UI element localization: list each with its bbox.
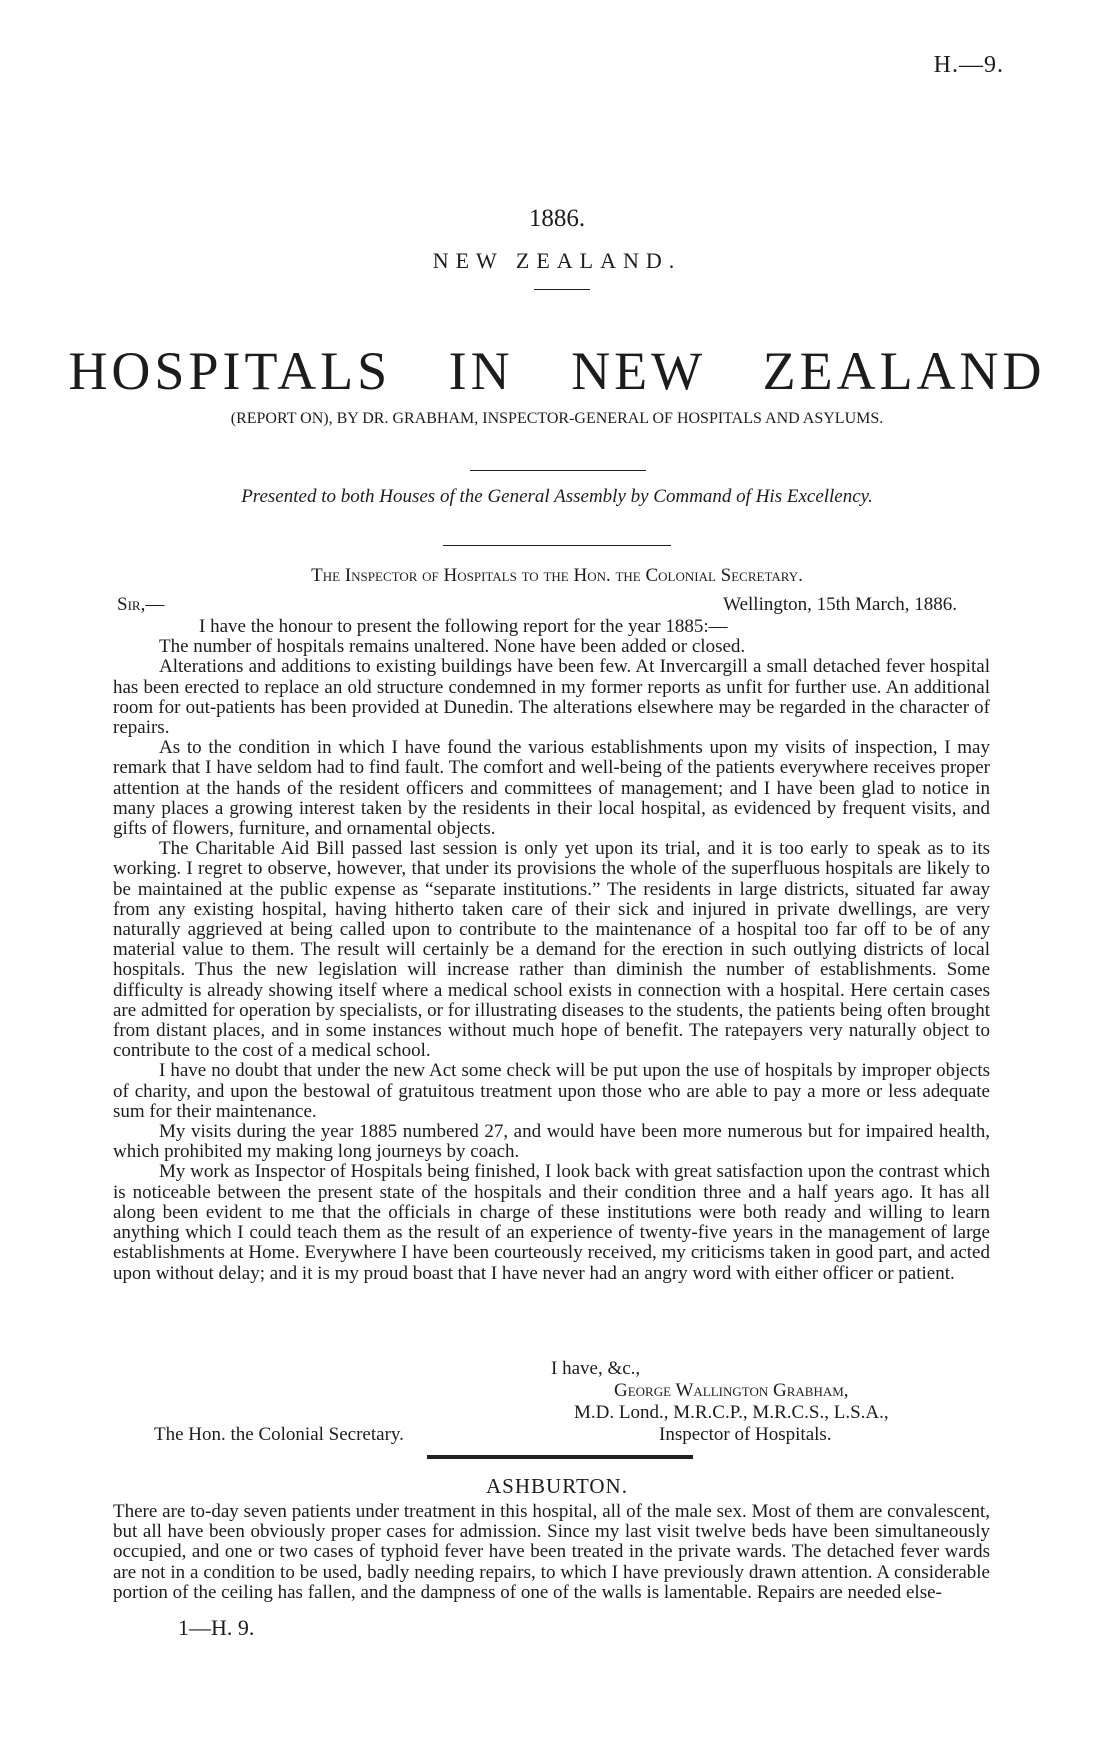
letter-paragraph: As to the condition in which I have found the various establishments upon my visits of inspection, I may remark that I have seldom had to find fault. The comfort and well-being of the patients everywhere receives proper attention at the hands of the resident officers and committees of management; and I have been glad to notice in many places a growing interest taken by the residents in their local hospital, as evidenced by frequent visits, and gifts of flowers, furniture, and ornamental objects.: [113, 737, 990, 840]
letter-paragraph: I have the honour to present the following report for the year 1885:—: [199, 616, 728, 637]
letter-body: [113, 617, 990, 1284]
section-heading: ASHBURTON.: [486, 1474, 628, 1498]
letter-paragraph: The Charitable Aid Bill passed last session is only yet upon its trial, and it is too early to speak as to its working. I regret to observe, however, that under its provisions the whole of the superfluous hospitals are likely to be maintained at the public expense as “separate institutions.” The residents in large districts, situated far away from any existing hospital, having hitherto taken care of their sick and injured in private dwellings, are very naturally aggrieved at being called upon to contribute to the maintenance of a hospital too far off to be of any material value to them. The result will certainly be a demand for the erection in such outlying districts of local hospitals. Thus the new legislation will increase rather than diminish the number of establishments. Some difficulty is already showing itself where a medical school exists in connection with a hospital. Here certain cases are admitted for operation by specialists, or for illustrating diseases to the students, the patients being often brought from distant places, and in some instances without much hope of benefit. The ratepayers very naturally object to contribute to the cost of a medical school.: [113, 838, 990, 1062]
country-heading: NEW ZEALAND.: [432, 248, 682, 273]
signature-title: Inspector of Hospitals.: [659, 1424, 832, 1445]
footer-page-ref: 1—H. 9.: [178, 1615, 255, 1640]
letter-paragraph: My work as Inspector of Hospitals being finished, I look back with great satisfaction upon the contrast which is noticeable between the present state of the hospitals and their condition three and a half years ago. It has all along been evident to me that the officials in charge of these institutions were both ready and willing to learn anything which I could teach them as the result of an experience of twenty-five years in the management of large establishments at Home. Everywhere I have been courteously received, my criticisms taken in good part, and acted upon without delay; and it is my proud boast that I have never had an angry word with either officer or patient.: [113, 1161, 990, 1284]
salutation: Sir,—: [117, 594, 165, 615]
letter-heading: The Inspector of Hospitals to the Hon. the Colonial Secretary.: [311, 565, 803, 586]
signature-credentials: M.D. Lond., M.R.C.P., M.R.C.S., L.S.A.,: [574, 1402, 889, 1423]
letter-paragraph: Alterations and additions to existing buildings have been few. At Invercargill a small detached fever hospital has been erected to replace an old structure condemned in my former reports as unfit for further use. An additional room for out-patients has been provided at Dunedin. The alterations elsewhere may be regarded in the character of repairs.: [113, 656, 990, 739]
letter-paragraph: The number of hospitals remains unaltered. None have been added or closed.: [159, 636, 746, 658]
section-paragraph: There are to-day seven patients under treatment in this hospital, all of the male sex. Most of them are convalescent, but all have been obviously proper cases for admission. Since my last visit twelve beds have been simultaneously occupied, and one or two cases of typhoid fever have been treated in the private wards. The detached fever wards are not in a condition to be used, badly needing repairs, to which I have previously drawn attention. A considerable portion of the ceiling has fallen, and the dampness of one of the walls is lamentable. Repairs are needed else-: [113, 1501, 990, 1603]
addressee: The Hon. the Colonial Secretary.: [154, 1424, 404, 1445]
letter-paragraph: My visits during the year 1885 numbered 27, and would have been more numerous but for impaired health, which prohibited my making long journeys by coach.: [113, 1121, 990, 1163]
document-subtitle: (REPORT ON), BY DR. GRABHAM, INSPECTOR-GENERAL OF HOSPITALS AND ASYLUMS.: [230, 410, 884, 427]
letter-paragraph: I have no doubt that under the new Act some check will be put upon the use of hospitals by improper objects of charity, and upon the bestowal of gratuitous treatment upon those who are able to pay a more or less adequate sum for their maintenance.: [113, 1060, 990, 1122]
document-year: 1886.: [528, 205, 586, 232]
short-divider: [534, 289, 590, 290]
section-body: [113, 1502, 990, 1603]
section-divider: [427, 1455, 693, 1459]
document-title: HOSPITALS IN NEW ZEALAND: [68, 341, 1046, 401]
subtitle-divider: [470, 470, 646, 471]
page-reference: H.—9.: [933, 52, 1004, 78]
presentation-divider: [443, 545, 671, 546]
signature-name: George Wallington Grabham,: [614, 1380, 849, 1401]
presentation-note: Presented to both Houses of the General Assembly by Command of His Excellency.: [241, 486, 873, 507]
dateline: Wellington, 15th March, 1886.: [723, 594, 957, 615]
closing-line: I have, &c.,: [551, 1358, 641, 1379]
